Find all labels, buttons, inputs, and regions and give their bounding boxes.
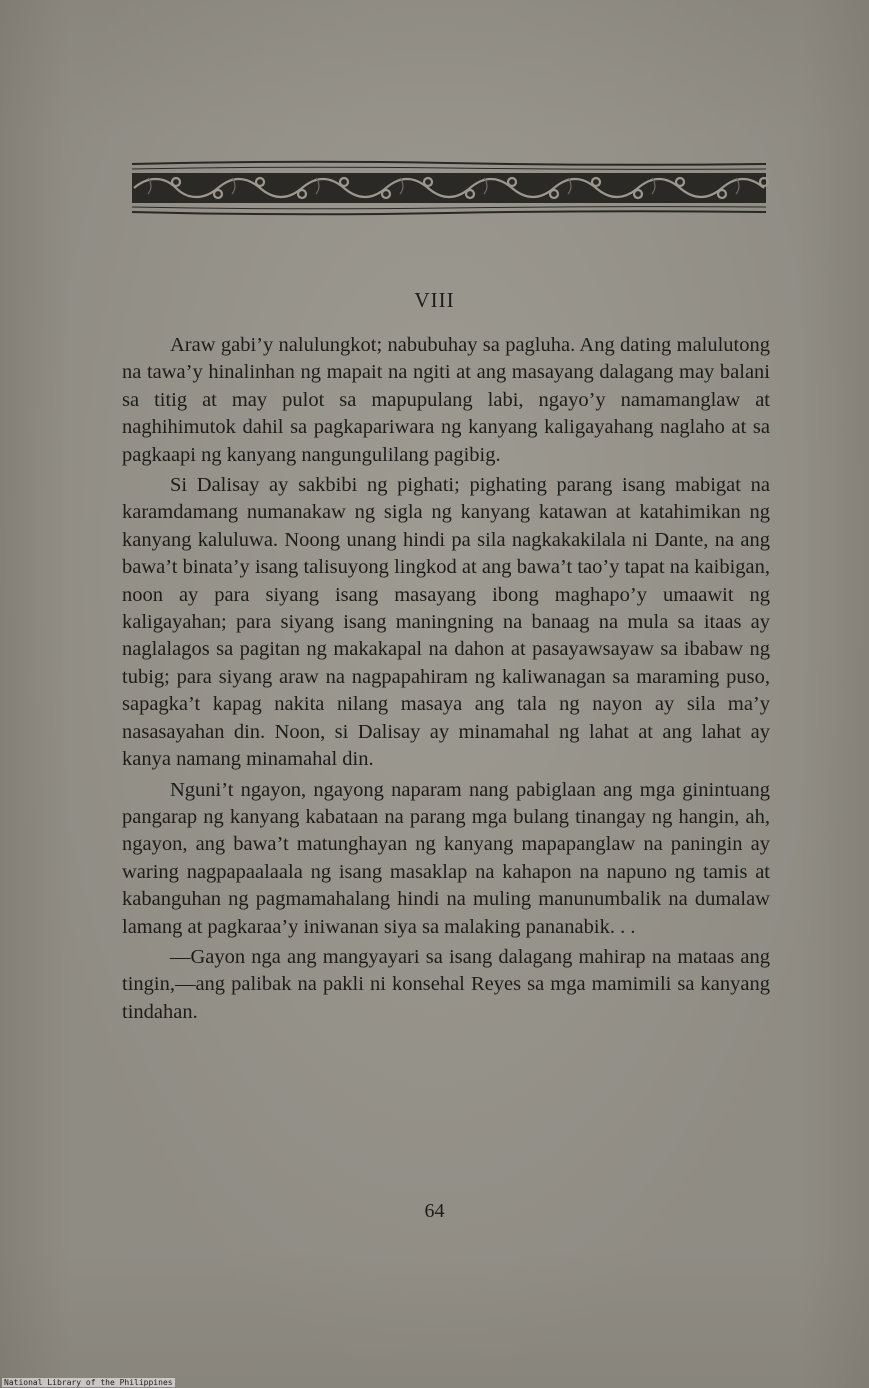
library-credit: National Library of the Philippines (4, 1378, 173, 1387)
paragraph: Araw gabi’y nalulungkot; nabubuhay sa pagluha. Ang dating malulutong na tawa’y hinalinhan ng mapait na ngiti at ang masayang dalagang may balani sa titig at may pulot sa mapupulang labi, ngayo’y namamanglaw at naghihimutok dahil sa pagkapariwara ng kanyang kaligayahang naglaho at sa pagkaapi ng kanyang nangungulilang pagibig. (122, 334, 770, 466)
chapter-body (122, 332, 770, 1029)
page-number: 64 (424, 1200, 445, 1222)
paragraph: Nguni’t ngayon, ngayong naparam nang pabiglaan ang mga ginintuang pangarap ng kanyang kabataan na parang mga bulang tinangay ng hangin, ah, ngayon, ang bawa’t matunghayan ng kanyang mapapanglaw na paningin ay waring nagpapaalaala ng isang masaklap na kahapon na napuno ng tamis at kabanguhan ng pagmamahalang hindi na muling manunumbalik na dumalaw lamang at pagkaraa’y iniwanan siya sa malaking pananabik. . . (122, 778, 770, 938)
paragraph: —Gayon nga ang mangyayari sa isang dalagang mahirap na mataas ang tingin,—ang palibak na pakli ni konsehal Reyes sa mga mamimili sa kanyang tindahan. (122, 945, 770, 1023)
paragraph: Si Dalisay ay sakbibi ng pighati; pighating parang isang mabigat na karamdamang numanakaw ng sigla ng kanyang katawan at katahimikan ng kanyang kaluluwa. Noong unang hindi pa sila nagkakakilala ni Dante, na ang bawa’t binata’y isang talisuyong lingkod at ang bawa’t tao’y tapat na kaibigan, noon ay para siyang isang masayang ibong maghapo’y umaawit ng kaligayahan; para siyang isang maningning na banaag na mula sa itaas ay naglalagos sa pagitan ng makakapal na dahon at pasayawsayaw sa ibabaw ng tubig; para siyang araw na nagpapahiram ng kaliwanagan sa maraming puso, sapagka’t kapag nakita nilang masaya ang tala ng nayon ay sila ma’y nasasayahan din. Noon, si Dalisay ay minamahal ng lahat at ang lahat ay kanya namang minamahal din. (122, 474, 770, 771)
chapter-heading: VIII (414, 288, 455, 312)
decorative-border-ornament (128, 158, 770, 218)
